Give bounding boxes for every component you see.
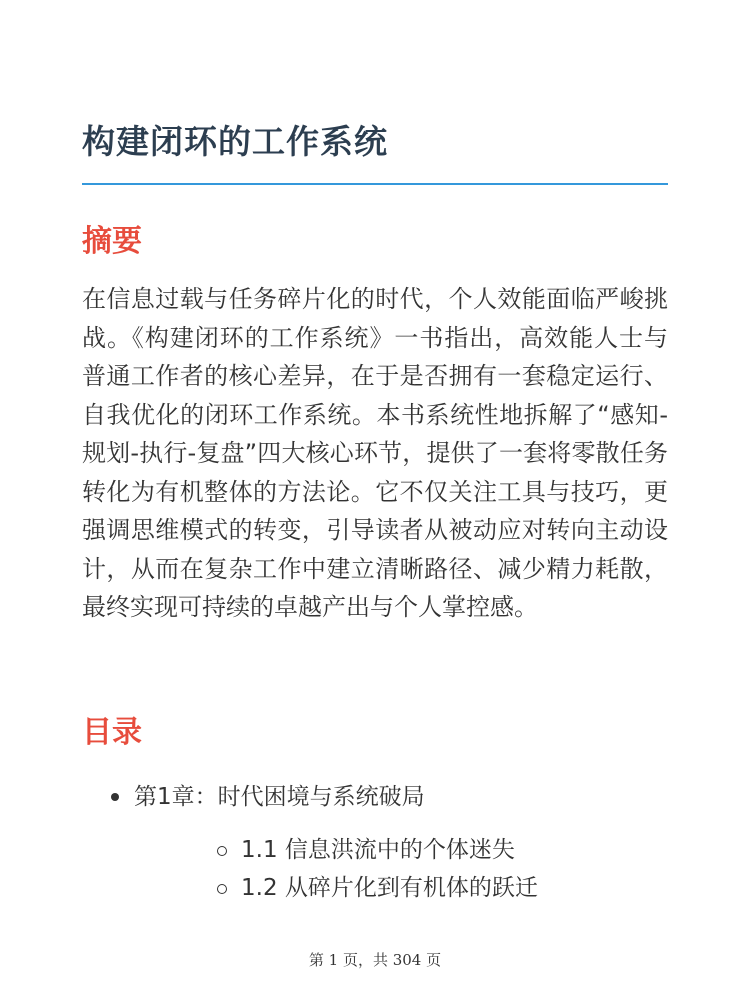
toc-section-label: 1.2 从碎片化到有机体的跃迁 bbox=[241, 875, 538, 901]
page-number-footer: 第 1 页，共 304 页 bbox=[308, 951, 442, 969]
toc-chapter-1-sections bbox=[134, 831, 668, 907]
bullet-circle-icon bbox=[217, 884, 227, 894]
toc-section-label: 1.1 信息洪流中的个体迷失 bbox=[241, 837, 515, 863]
bullet-disc-icon bbox=[111, 793, 119, 801]
toc-chapter-1 bbox=[82, 775, 668, 907]
table-of-contents bbox=[82, 775, 668, 907]
toc-section-1-1 bbox=[186, 831, 668, 869]
abstract-paragraph: 在信息过载与任务碎片化的时代，个人效能面临严峻挑战。《构建闭环的工作系统》一书指出，高效能人士与普通工作者的核心差异，在于是否拥有一套稳定运行、自我优化的闭环工作系统。本书系统性地拆解了“感知-规划-执行-复盘”四大核心环节，提供了一套将零散任务转化为有机整体的方法论。它不仅关注工具与技巧，更强调思维模式的转变，引导读者从被动应对转向主动设计，从而在复杂工作中建立清晰路径、减少精力耗散，最终实现可持续的卓越产出与个人掌控感。 bbox=[82, 285, 668, 621]
toc-chapter-label: 第1章：时代困境与系统破局 bbox=[134, 784, 425, 810]
title-divider bbox=[82, 183, 668, 185]
bullet-circle-icon bbox=[217, 846, 227, 856]
document-page bbox=[82, 0, 668, 1000]
toc-section-1-2 bbox=[186, 869, 668, 907]
document-title: 构建闭环的工作系统 bbox=[82, 122, 388, 161]
toc-heading: 目录 bbox=[82, 715, 142, 750]
abstract-heading: 摘要 bbox=[82, 224, 142, 259]
